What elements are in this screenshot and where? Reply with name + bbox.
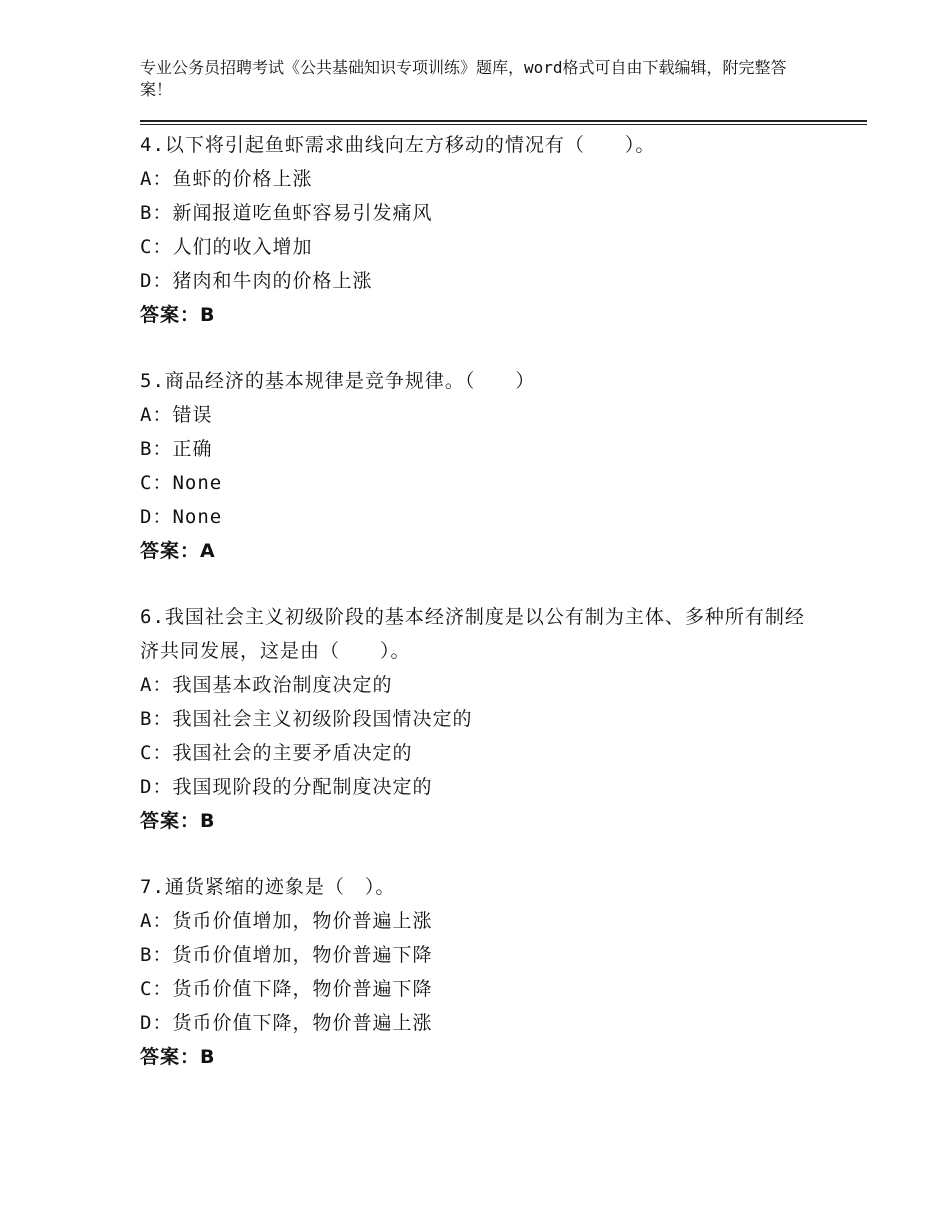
question-4 [140, 128, 810, 332]
header-rule-thick [140, 120, 867, 122]
question-stem: 6.我国社会主义初级阶段的基本经济制度是以公有制为主体、多种所有制经济共同发展，这是由（ ）。 [140, 606, 805, 662]
option-c: C：人们的收入增加 [140, 236, 313, 258]
option-d: D：None [140, 506, 223, 528]
question-6 [140, 600, 810, 838]
option-d: D：货币价值下降，物价普遍上涨 [140, 1012, 433, 1034]
answer-label: 答案：A [140, 540, 216, 562]
option-b: B：货币价值增加，物价普遍下降 [140, 944, 433, 966]
page-header: 专业公务员招聘考试《公共基础知识专项训练》题库，word格式可自由下载编辑，附完整答案！ [140, 58, 787, 99]
answer-label: 答案：B [140, 810, 216, 832]
answer-label: 答案：B [140, 1046, 216, 1068]
option-b: B：我国社会主义初级阶段国情决定的 [140, 708, 473, 730]
question-stem: 5.商品经济的基本规律是竞争规律。（ ） [140, 370, 536, 392]
option-a: A：我国基本政治制度决定的 [140, 674, 393, 696]
option-a: A：错误 [140, 404, 213, 426]
question-stem: 7.通货紧缩的迹象是（ ）。 [140, 876, 396, 898]
option-c: C：None [140, 472, 223, 494]
answer-label: 答案：B [140, 304, 216, 326]
question-5 [140, 364, 810, 568]
option-b: B：新闻报道吃鱼虾容易引发痛风 [140, 202, 433, 224]
option-d: D：我国现阶段的分配制度决定的 [140, 776, 433, 798]
option-b: B：正确 [140, 438, 213, 460]
option-c: C：货币价值下降，物价普遍下降 [140, 978, 433, 1000]
header-rule-thin [140, 124, 867, 125]
question-7 [140, 870, 810, 1074]
option-a: A：鱼虾的价格上涨 [140, 168, 313, 190]
option-a: A：货币价值增加，物价普遍上涨 [140, 910, 433, 932]
option-d: D：猪肉和牛肉的价格上涨 [140, 270, 373, 292]
question-stem: 4.以下将引起鱼虾需求曲线向左方移动的情况有（ ）。 [140, 134, 656, 156]
option-c: C：我国社会的主要矛盾决定的 [140, 742, 413, 764]
question-list [140, 128, 810, 1106]
